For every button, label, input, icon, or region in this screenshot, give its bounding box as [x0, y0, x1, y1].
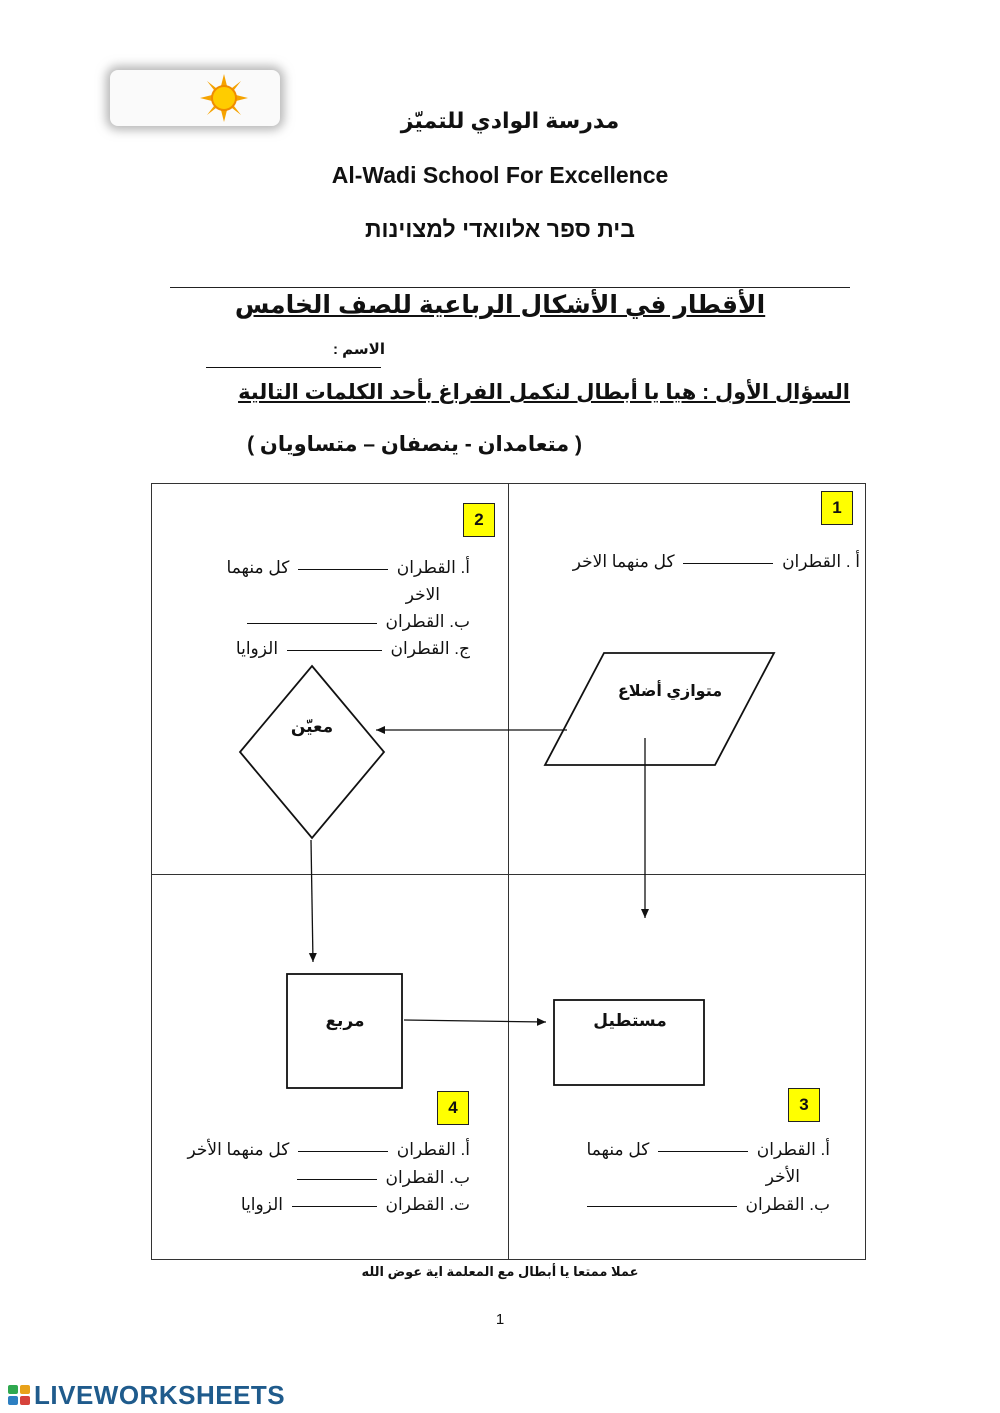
parallelogram-shape — [545, 653, 774, 765]
box-2-line-c: ج. القطران الزوايا — [235, 639, 470, 658]
box-3-line-a: أ. القطران كل منهما — [586, 1140, 830, 1159]
name-label: الاسم : — [333, 341, 385, 358]
square-label: مربع — [325, 1011, 365, 1030]
box-1-line-a: أ . القطران كل منهما الاخر — [572, 552, 860, 571]
school-name-english: Al-Wadi School For Excellence — [331, 162, 669, 188]
box-2-line-a-cont: الاخر — [405, 585, 440, 604]
arrow-rhombus-to-square — [311, 840, 313, 962]
box-3-badge: 3 — [788, 1088, 820, 1122]
box-3-line-a-cont: الأخر — [765, 1167, 800, 1186]
footer-note: عملا ممتعا يا أبطال مع المعلمة اية عوض الله — [361, 1264, 639, 1279]
page-number: 1 — [495, 1311, 505, 1328]
rhombus-label: معيّن — [290, 717, 334, 736]
box-2-line-b: ب. القطران — [243, 608, 470, 635]
liveworksheets-logo-icon — [8, 1385, 30, 1405]
parallelogram-label: متوازي أضلاع — [617, 683, 723, 700]
word-bank: ( متعامدان - ينصفان – متساويان ) — [247, 433, 582, 456]
box-2-line-a: أ. القطران كل منهما — [226, 558, 470, 577]
rhombus-shape — [240, 666, 384, 838]
box-1-badge: 1 — [821, 491, 853, 525]
box-4-line-c: ت. القطران الزوايا — [240, 1195, 470, 1214]
school-name-arabic: مدرسة الوادي للتميّز — [400, 108, 620, 133]
rectangle-label: مستطيل — [593, 1011, 667, 1030]
box-3-line-b: ب. القطران — [583, 1191, 830, 1218]
box-2-badge: 2 — [463, 503, 495, 537]
question-one: السؤال الأول : هيا يا أبطال لنكمل الفراغ بأحد الكلمات التالية — [238, 381, 850, 404]
box-4-badge: 4 — [437, 1091, 469, 1125]
arrow-square-to-rectangle — [404, 1020, 546, 1022]
liveworksheets-brand[interactable]: LIVEWORKSHEETS — [34, 1380, 286, 1410]
box-4-line-b: ب. القطران — [293, 1164, 470, 1191]
box-4-line-a: أ. القطران كل منهما الأخر — [187, 1140, 470, 1159]
square-shape — [287, 974, 402, 1088]
school-name-hebrew: בית ספר אלוואדי למצוינות — [365, 216, 635, 242]
worksheet-title: الأقطار في الأشكال الرباعية للصف الخامس — [234, 291, 766, 319]
